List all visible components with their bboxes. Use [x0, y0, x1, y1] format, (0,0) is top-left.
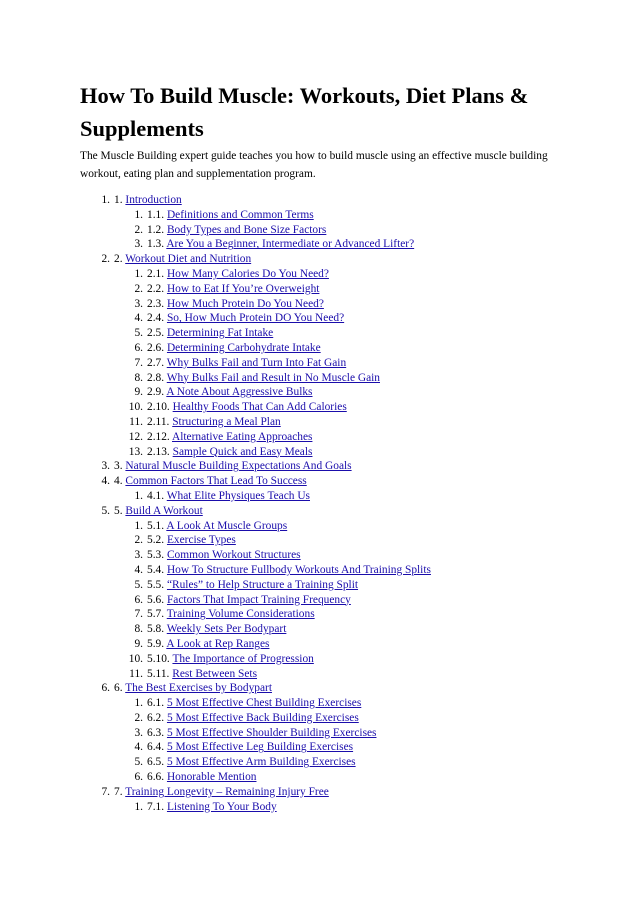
toc-item: [80, 267, 600, 282]
toc-item: [80, 667, 600, 682]
toc-item: [80, 711, 600, 726]
toc-item: [80, 578, 600, 593]
toc-item-prefix: 1.: [114, 194, 123, 206]
toc-item-prefix: 4.1.: [147, 489, 165, 502]
toc-item-link[interactable]: 5 Most Effective Shoulder Building Exercises: [166, 726, 377, 739]
toc-item-body: [114, 504, 203, 519]
toc-item-number: 6.: [101, 682, 110, 695]
toc-item-body: [147, 282, 319, 297]
toc-item-number: 4.: [134, 741, 143, 754]
toc-item-number: 4.: [101, 475, 110, 488]
toc-item-number: 1.: [134, 267, 143, 280]
toc-item-link[interactable]: So, How Much Protein DO You Need?: [166, 312, 345, 325]
toc-item: [80, 474, 600, 489]
toc-item-link[interactable]: Body Types and Bone Size Factors: [166, 223, 327, 236]
toc-item-body: [147, 652, 314, 667]
toc-item-number: 1.: [134, 697, 143, 710]
toc-item-prefix: 2.8.: [147, 371, 165, 384]
toc-item-link[interactable]: Determining Fat Intake: [166, 327, 274, 340]
toc-item-link[interactable]: Healthy Foods That Can Add Calories: [172, 401, 347, 414]
toc-item-link[interactable]: Factors That Impact Training Frequency: [166, 593, 351, 606]
toc-item-body: [147, 740, 353, 755]
toc-item-body: [114, 459, 352, 474]
toc-item-link[interactable]: How to Eat If You’re Overweight: [166, 282, 320, 295]
toc-item-body: [147, 400, 347, 415]
toc-item: [80, 311, 600, 326]
toc-item-number: 1.: [101, 194, 110, 206]
toc-item-body: [147, 326, 273, 341]
toc-item-body: [147, 519, 287, 534]
toc-item: [80, 755, 600, 770]
toc-item-prefix: 6.5.: [147, 756, 165, 769]
table-of-contents: [80, 193, 600, 814]
toc-item-body: [147, 489, 310, 504]
toc-item: [80, 519, 600, 534]
toc-item: [80, 637, 600, 652]
toc-item: [80, 252, 600, 267]
toc-item-link[interactable]: What Elite Physiques Teach Us: [166, 489, 310, 502]
toc-item-prefix: 5.9.: [147, 637, 165, 650]
toc-item-prefix: 7.1.: [147, 800, 165, 813]
toc-item: [80, 430, 600, 445]
toc-item: [80, 193, 600, 208]
toc-item: [80, 726, 600, 741]
toc-item-number: 11.: [129, 415, 143, 428]
toc-item-prefix: 2.1.: [147, 267, 165, 280]
toc-item-body: [147, 637, 269, 652]
toc-item-body: [147, 311, 344, 326]
toc-item-prefix: 1.2.: [147, 223, 165, 236]
toc-item-number: 3.: [134, 549, 143, 562]
toc-item-prefix: 2.9.: [147, 386, 165, 399]
toc-item-prefix: 5.7.: [147, 608, 165, 621]
toc-item-body: [147, 563, 431, 578]
toc-item-number: 13.: [128, 445, 143, 458]
toc-item-prefix: 2.6.: [147, 341, 165, 354]
toc-item-prefix: 5.4.: [147, 563, 165, 576]
toc-item-number: 6.: [134, 341, 143, 354]
toc-item-link[interactable]: How To Structure Fullbody Workouts And Training Splits: [166, 563, 431, 576]
toc-item-link[interactable]: The Importance of Progression: [172, 652, 314, 665]
toc-item-prefix: 5.1.: [147, 519, 165, 532]
toc-item-body: [147, 356, 346, 371]
toc-item: [80, 489, 600, 504]
toc-item-link[interactable]: Common Workout Structures: [166, 549, 301, 562]
toc-item-prefix: 2.7.: [147, 356, 165, 369]
toc-item-prefix: 2.12.: [147, 430, 170, 443]
toc-item-body: [147, 430, 312, 445]
toc-item-prefix: 2.: [114, 253, 123, 266]
toc-item-prefix: 2.10.: [147, 401, 170, 414]
toc-item-prefix: 6.6.: [147, 771, 165, 784]
toc-item: [80, 415, 600, 430]
toc-item-prefix: 6.2.: [147, 711, 165, 724]
toc-item-number: 2.: [101, 253, 110, 266]
toc-item-body: [147, 445, 312, 460]
toc-item: [80, 445, 600, 460]
toc-item: [80, 622, 600, 637]
toc-item-prefix: 7.: [114, 785, 123, 798]
toc-item-link[interactable]: Introduction: [125, 194, 182, 206]
toc-item-number: 10.: [128, 652, 143, 665]
toc-item-link[interactable]: How Many Calories Do You Need?: [166, 267, 329, 280]
intro-paragraph: The Muscle Building expert guide teaches you how to build muscle using an effective muscle building workout, eating plan and supplementation program.: [80, 150, 548, 180]
toc-item: [80, 785, 600, 800]
toc-item-number: 4.: [134, 312, 143, 325]
toc-item: [80, 208, 600, 223]
toc-item: [80, 356, 600, 371]
toc-item-link[interactable]: 5 Most Effective Arm Building Exercises: [166, 756, 356, 769]
toc-item-link[interactable]: Alternative Eating Approaches: [172, 430, 313, 443]
toc-item: [80, 770, 600, 785]
toc-item-link[interactable]: Determining Carbohydrate Intake: [166, 341, 321, 354]
toc-item: [80, 533, 600, 548]
toc-item-number: 3.: [101, 460, 110, 473]
toc-item: [80, 341, 600, 356]
toc-item-body: [147, 385, 313, 400]
toc-item-number: 9.: [134, 637, 143, 650]
toc-item-link[interactable]: Are You a Beginner, Intermediate or Advanced Lifter?: [166, 238, 415, 251]
toc-item-link[interactable]: Sample Quick and Easy Meals: [172, 445, 313, 458]
toc-item-number: 5.: [101, 504, 110, 517]
toc-item-prefix: 5.8.: [147, 623, 165, 636]
toc-item-link[interactable]: A Look at Rep Ranges: [166, 637, 270, 650]
toc-item-prefix: 6.4.: [147, 741, 165, 754]
toc-item-number: 2.: [134, 223, 143, 236]
toc-item-body: [147, 696, 361, 711]
toc-item-link[interactable]: Common Factors That Lead To Success: [125, 475, 307, 488]
toc-item: [80, 504, 600, 519]
toc-item: [80, 593, 600, 608]
toc-item-prefix: 5.2.: [147, 534, 165, 547]
toc-item-body: [147, 208, 314, 223]
toc-item-body: [147, 667, 257, 682]
toc-item-body: [147, 770, 256, 785]
toc-item: [80, 459, 600, 474]
toc-item: [80, 237, 600, 252]
toc-item-body: [147, 755, 356, 770]
toc-item-number: 8.: [134, 371, 143, 384]
toc-item-number: 3.: [134, 297, 143, 310]
toc-item-number: 5.: [134, 578, 143, 591]
toc-item-prefix: 2.4.: [147, 312, 165, 325]
page-title: How To Build Muscle: Workouts, Diet Plans & Supplements: [80, 83, 529, 141]
toc-item-number: 9.: [134, 386, 143, 399]
toc-item-link[interactable]: Rest Between Sets: [172, 667, 258, 680]
toc-item-prefix: 2.13.: [147, 445, 170, 458]
toc-item-link[interactable]: 5 Most Effective Chest Building Exercises: [166, 697, 362, 710]
toc-item: [80, 607, 600, 622]
toc-item-number: 1.: [134, 489, 143, 502]
toc-item-body: [147, 267, 329, 282]
toc-item-number: 5.: [134, 327, 143, 340]
toc-item-number: 2.: [134, 534, 143, 547]
toc-item-prefix: 5.6.: [147, 593, 165, 606]
toc-item-prefix: 6.1.: [147, 697, 165, 710]
toc-item-number: 1.: [134, 208, 143, 221]
toc-item-link[interactable]: A Look At Muscle Groups: [166, 519, 288, 532]
toc-item-prefix: 6.: [114, 682, 123, 695]
toc-item-prefix: 6.3.: [147, 726, 165, 739]
toc-item-number: 7.: [101, 785, 110, 798]
toc-item: [80, 740, 600, 755]
toc-item-link[interactable]: Natural Muscle Building Expectations And Goals: [125, 460, 352, 473]
toc-item: [80, 282, 600, 297]
toc-item-number: 12.: [128, 430, 143, 443]
toc-item-number: 3.: [134, 726, 143, 739]
toc-item-body: [114, 193, 182, 208]
toc-item-body: [147, 578, 358, 593]
toc-item-link[interactable]: Why Bulks Fail and Turn Into Fat Gain: [166, 356, 347, 369]
toc-item-number: 6.: [134, 771, 143, 784]
toc-item-prefix: 5.: [114, 504, 123, 517]
toc-item: [80, 652, 600, 667]
toc-item-number: 1.: [134, 800, 143, 813]
toc-item-link[interactable]: Definitions and Common Terms: [166, 208, 314, 221]
toc-item-link[interactable]: Why Bulks Fail and Result in No Muscle Gain: [166, 371, 380, 384]
toc-item-body: [147, 533, 236, 548]
toc-item-link[interactable]: The Best Exercises by Bodypart: [125, 682, 272, 695]
toc-item: [80, 385, 600, 400]
toc-item-body: [147, 415, 281, 430]
toc-item-body: [147, 800, 277, 815]
toc-item: [80, 800, 600, 815]
toc-item: [80, 297, 600, 312]
toc-item-number: 7.: [134, 608, 143, 621]
toc-item-number: 2.: [134, 711, 143, 724]
toc-item-prefix: 4.: [114, 475, 123, 488]
toc-item-body: [147, 341, 321, 356]
toc-item-link[interactable]: Workout Diet and Nutrition: [125, 253, 252, 266]
toc-item-link[interactable]: How Much Protein Do You Need?: [166, 297, 324, 310]
toc-item-prefix: 3.: [114, 460, 123, 473]
toc-item-number: 4.: [134, 563, 143, 576]
toc-item-prefix: 1.1.: [147, 208, 165, 221]
toc-item: [80, 548, 600, 563]
toc-item-link[interactable]: A Note About Aggressive Bulks: [166, 386, 313, 399]
toc-item-number: 8.: [134, 623, 143, 636]
toc-item-number: 2.: [134, 282, 143, 295]
toc-item-prefix: 5.10.: [147, 652, 170, 665]
toc-item-body: [147, 548, 301, 563]
toc-item-link[interactable]: Weekly Sets Per Bodypart: [166, 623, 287, 636]
toc-item-number: 11.: [129, 667, 143, 680]
toc-item-prefix: 1.3.: [147, 238, 165, 251]
toc-item-link[interactable]: 5 Most Effective Back Building Exercises: [166, 711, 359, 724]
toc-item: [80, 223, 600, 238]
toc-item-body: [147, 237, 414, 252]
toc-item-link[interactable]: Structuring a Meal Plan: [172, 415, 281, 428]
toc-item-number: 1.: [134, 519, 143, 532]
toc-item-prefix: 5.11.: [147, 667, 170, 680]
toc-item-body: [147, 711, 359, 726]
toc-item-prefix: 2.3.: [147, 297, 165, 310]
toc-item-number: 6.: [134, 593, 143, 606]
toc-item-body: [147, 297, 324, 312]
toc-item-link[interactable]: Training Volume Considerations: [166, 608, 315, 621]
toc-item-prefix: 2.11.: [147, 415, 170, 428]
toc-item-link[interactable]: 5 Most Effective Leg Building Exercises: [166, 741, 354, 754]
toc-item-body: [114, 681, 272, 696]
toc-item-link[interactable]: Honorable Mention: [166, 771, 257, 784]
toc-item-body: [147, 223, 326, 238]
toc-item-prefix: 5.5.: [147, 578, 165, 591]
toc-item: [80, 681, 600, 696]
toc-item-number: 10.: [128, 401, 143, 414]
toc-item-body: [147, 607, 315, 622]
toc-item-body: [114, 785, 329, 800]
toc-item-number: 5.: [134, 756, 143, 769]
toc-item-link[interactable]: “Rules” to Help Structure a Training Split: [166, 578, 359, 591]
toc-item: [80, 400, 600, 415]
toc-item-link[interactable]: Build A Workout: [125, 504, 203, 517]
toc-item-prefix: 5.3.: [147, 549, 165, 562]
toc-item-body: [147, 593, 351, 608]
toc-item-link[interactable]: Listening To Your Body: [166, 800, 277, 813]
toc-item-link[interactable]: Training Longevity – Remaining Injury Free: [125, 785, 329, 798]
toc-item-body: [114, 252, 251, 267]
toc-item-body: [147, 726, 376, 741]
toc-item-number: 3.: [134, 238, 143, 251]
toc-item: [80, 326, 600, 341]
toc-item-prefix: 2.5.: [147, 327, 165, 340]
toc-item-link[interactable]: Exercise Types: [166, 534, 236, 547]
toc-item-prefix: 2.2.: [147, 282, 165, 295]
toc-item-number: 7.: [134, 356, 143, 369]
toc-item: [80, 563, 600, 578]
toc-item: [80, 371, 600, 386]
toc-item-body: [114, 474, 307, 489]
toc-item: [80, 696, 600, 711]
toc-item-body: [147, 622, 286, 637]
toc-item-body: [147, 371, 380, 386]
